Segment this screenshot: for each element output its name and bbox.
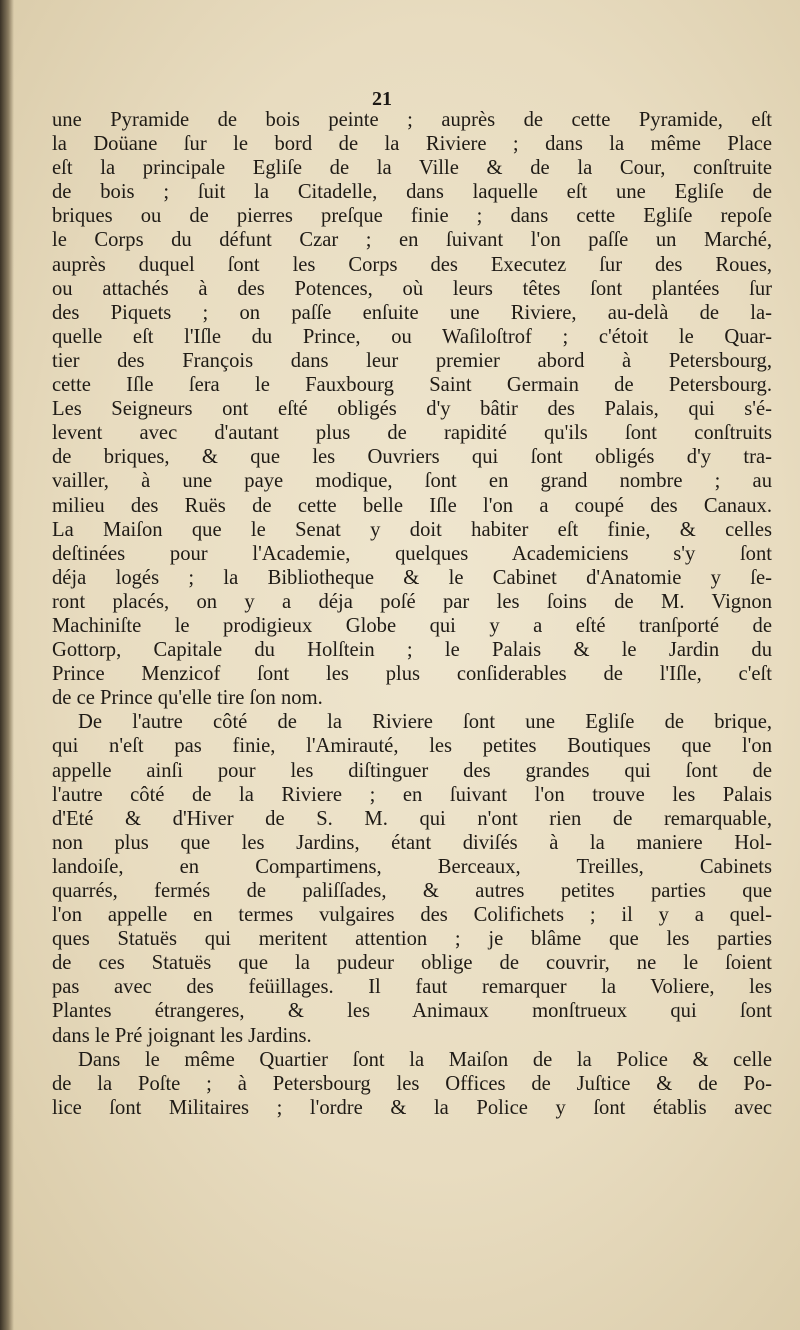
text-line: une Pyramide de bois peinte ; auprès de cette Pyramide, eſt bbox=[52, 109, 772, 131]
text-line: qui n'eſt pas finie, l'Amirauté, les petites Boutiques que l'on bbox=[52, 735, 772, 758]
text-line: de bois ; ſuit la Citadelle, dans laquelle eſt une Egliſe de bbox=[52, 181, 772, 204]
text-line: de ce Prince qu'elle tire ſon nom. bbox=[52, 687, 323, 710]
text-line: milieu des Ruës de cette belle Iſle l'on a coupé des Canaux. bbox=[52, 494, 772, 517]
text-line: l'on appelle en termes vulgaires des Colifichets ; il y a quel- bbox=[52, 904, 772, 927]
page-number: 21 bbox=[372, 88, 392, 110]
text-line: non plus que les Jardins, étant diviſés à la maniere Hol- bbox=[52, 831, 772, 854]
text-line: dans le Pré joignant les Jardins. bbox=[52, 1024, 312, 1047]
text-line: de briques, & que les Ouvriers qui ſont obligés d'y tra- bbox=[52, 446, 772, 469]
text-line: quelle eſt l'Iſle du Prince, ou Waſiloſtrof ; c'étoit le Quar- bbox=[52, 325, 772, 348]
text-line: vailler, à une paye modique, ſont en grand nombre ; au bbox=[52, 470, 772, 493]
text-line: landoiſe, en Compartimens, Berceaux, Treilles, Cabinets bbox=[52, 855, 772, 878]
text-line: Dans le même Quartier ſont la Maiſon de la Police & celle bbox=[78, 1048, 772, 1071]
text-line: déja logés ; la Bibliotheque & le Cabinet d'Anatomie y ſe- bbox=[52, 566, 772, 589]
text-line: La Maiſon que le Senat y doit habiter eſt finie, & celles bbox=[52, 518, 772, 541]
text-line: la Doüane ſur le bord de la Riviere ; dans la même Place bbox=[52, 133, 772, 156]
text-line: ou attachés à des Potences, où leurs têtes ſont plantées ſur bbox=[52, 277, 772, 300]
text-line: Prince Menzicof ſont les plus conſiderables de l'Iſle, c'eſt bbox=[52, 663, 772, 686]
text-line: deſtinées pour l'Academie, quelques Academiciens s'y ſont bbox=[52, 542, 772, 565]
text-line: tier des François dans leur premier abord à Petersbourg, bbox=[52, 349, 772, 372]
text-line: cette Iſle ſera le Fauxbourg Saint Germain de Petersbourg. bbox=[52, 374, 772, 397]
text-line: briques ou de pierres preſque finie ; dans cette Egliſe repoſe bbox=[52, 205, 772, 228]
paragraph bbox=[52, 1048, 772, 1120]
text-line: Gottorp, Capitale du Holſtein ; le Palais & le Jardin du bbox=[52, 639, 772, 662]
paragraph bbox=[52, 108, 772, 710]
text-line: ront placés, on y a déja poſé par les ſoins de M. Vignon bbox=[52, 590, 772, 613]
text-line: eſt la principale Egliſe de la Ville & de la Cour, conſtruite bbox=[52, 157, 772, 180]
text-line: Les Seigneurs ont eſté obligés d'y bâtir des Palais, qui s'é- bbox=[52, 398, 772, 421]
binding-gutter bbox=[0, 0, 14, 1330]
text-line: le Corps du défunt Czar ; en ſuivant l'on paſſe un Marché, bbox=[52, 229, 772, 252]
text-line: de ces Statuës que la pudeur oblige de couvrir, ne le ſoient bbox=[52, 952, 772, 975]
text-line: appelle ainſi pour les diſtinguer des grandes qui ſont de bbox=[52, 759, 772, 782]
text-line: Machiniſte le prodigieux Globe qui y a eſté tranſporté de bbox=[52, 614, 772, 637]
text-line: ques Statuës qui meritent attention ; je blâme que les parties bbox=[52, 928, 772, 951]
text-line: De l'autre côté de la Riviere ſont une Egliſe de brique, bbox=[78, 711, 772, 734]
text-line: de la Poſte ; à Petersbourg les Offices de Juſtice & de Po- bbox=[52, 1072, 772, 1095]
text-line: quarrés, fermés de paliſſades, & autres petites parties que bbox=[52, 880, 772, 902]
text-line: pas avec des feüillages. Il faut remarquer la Voliere, les bbox=[52, 976, 772, 999]
text-line: l'autre côté de la Riviere ; en ſuivant l'on trouve les Palais bbox=[52, 783, 772, 806]
body-text bbox=[52, 108, 772, 1120]
text-line: auprès duquel ſont les Corps des Executez ſur des Roues, bbox=[52, 253, 772, 276]
text-line: des Piquets ; on paſſe enſuite une Riviere, au-delà de la- bbox=[52, 301, 772, 324]
text-line: levent avec d'autant plus de rapidité qu'ils ſont conſtruits bbox=[52, 422, 772, 445]
text-line: Plantes étrangeres, & les Animaux monſtrueux qui ſont bbox=[52, 1000, 772, 1023]
text-line: d'Eté & d'Hiver de S. M. qui n'ont rien de remarquable, bbox=[52, 807, 772, 830]
paragraph bbox=[52, 710, 772, 1047]
text-line: lice ſont Militaires ; l'ordre & la Police y ſont établis avec bbox=[52, 1096, 772, 1119]
